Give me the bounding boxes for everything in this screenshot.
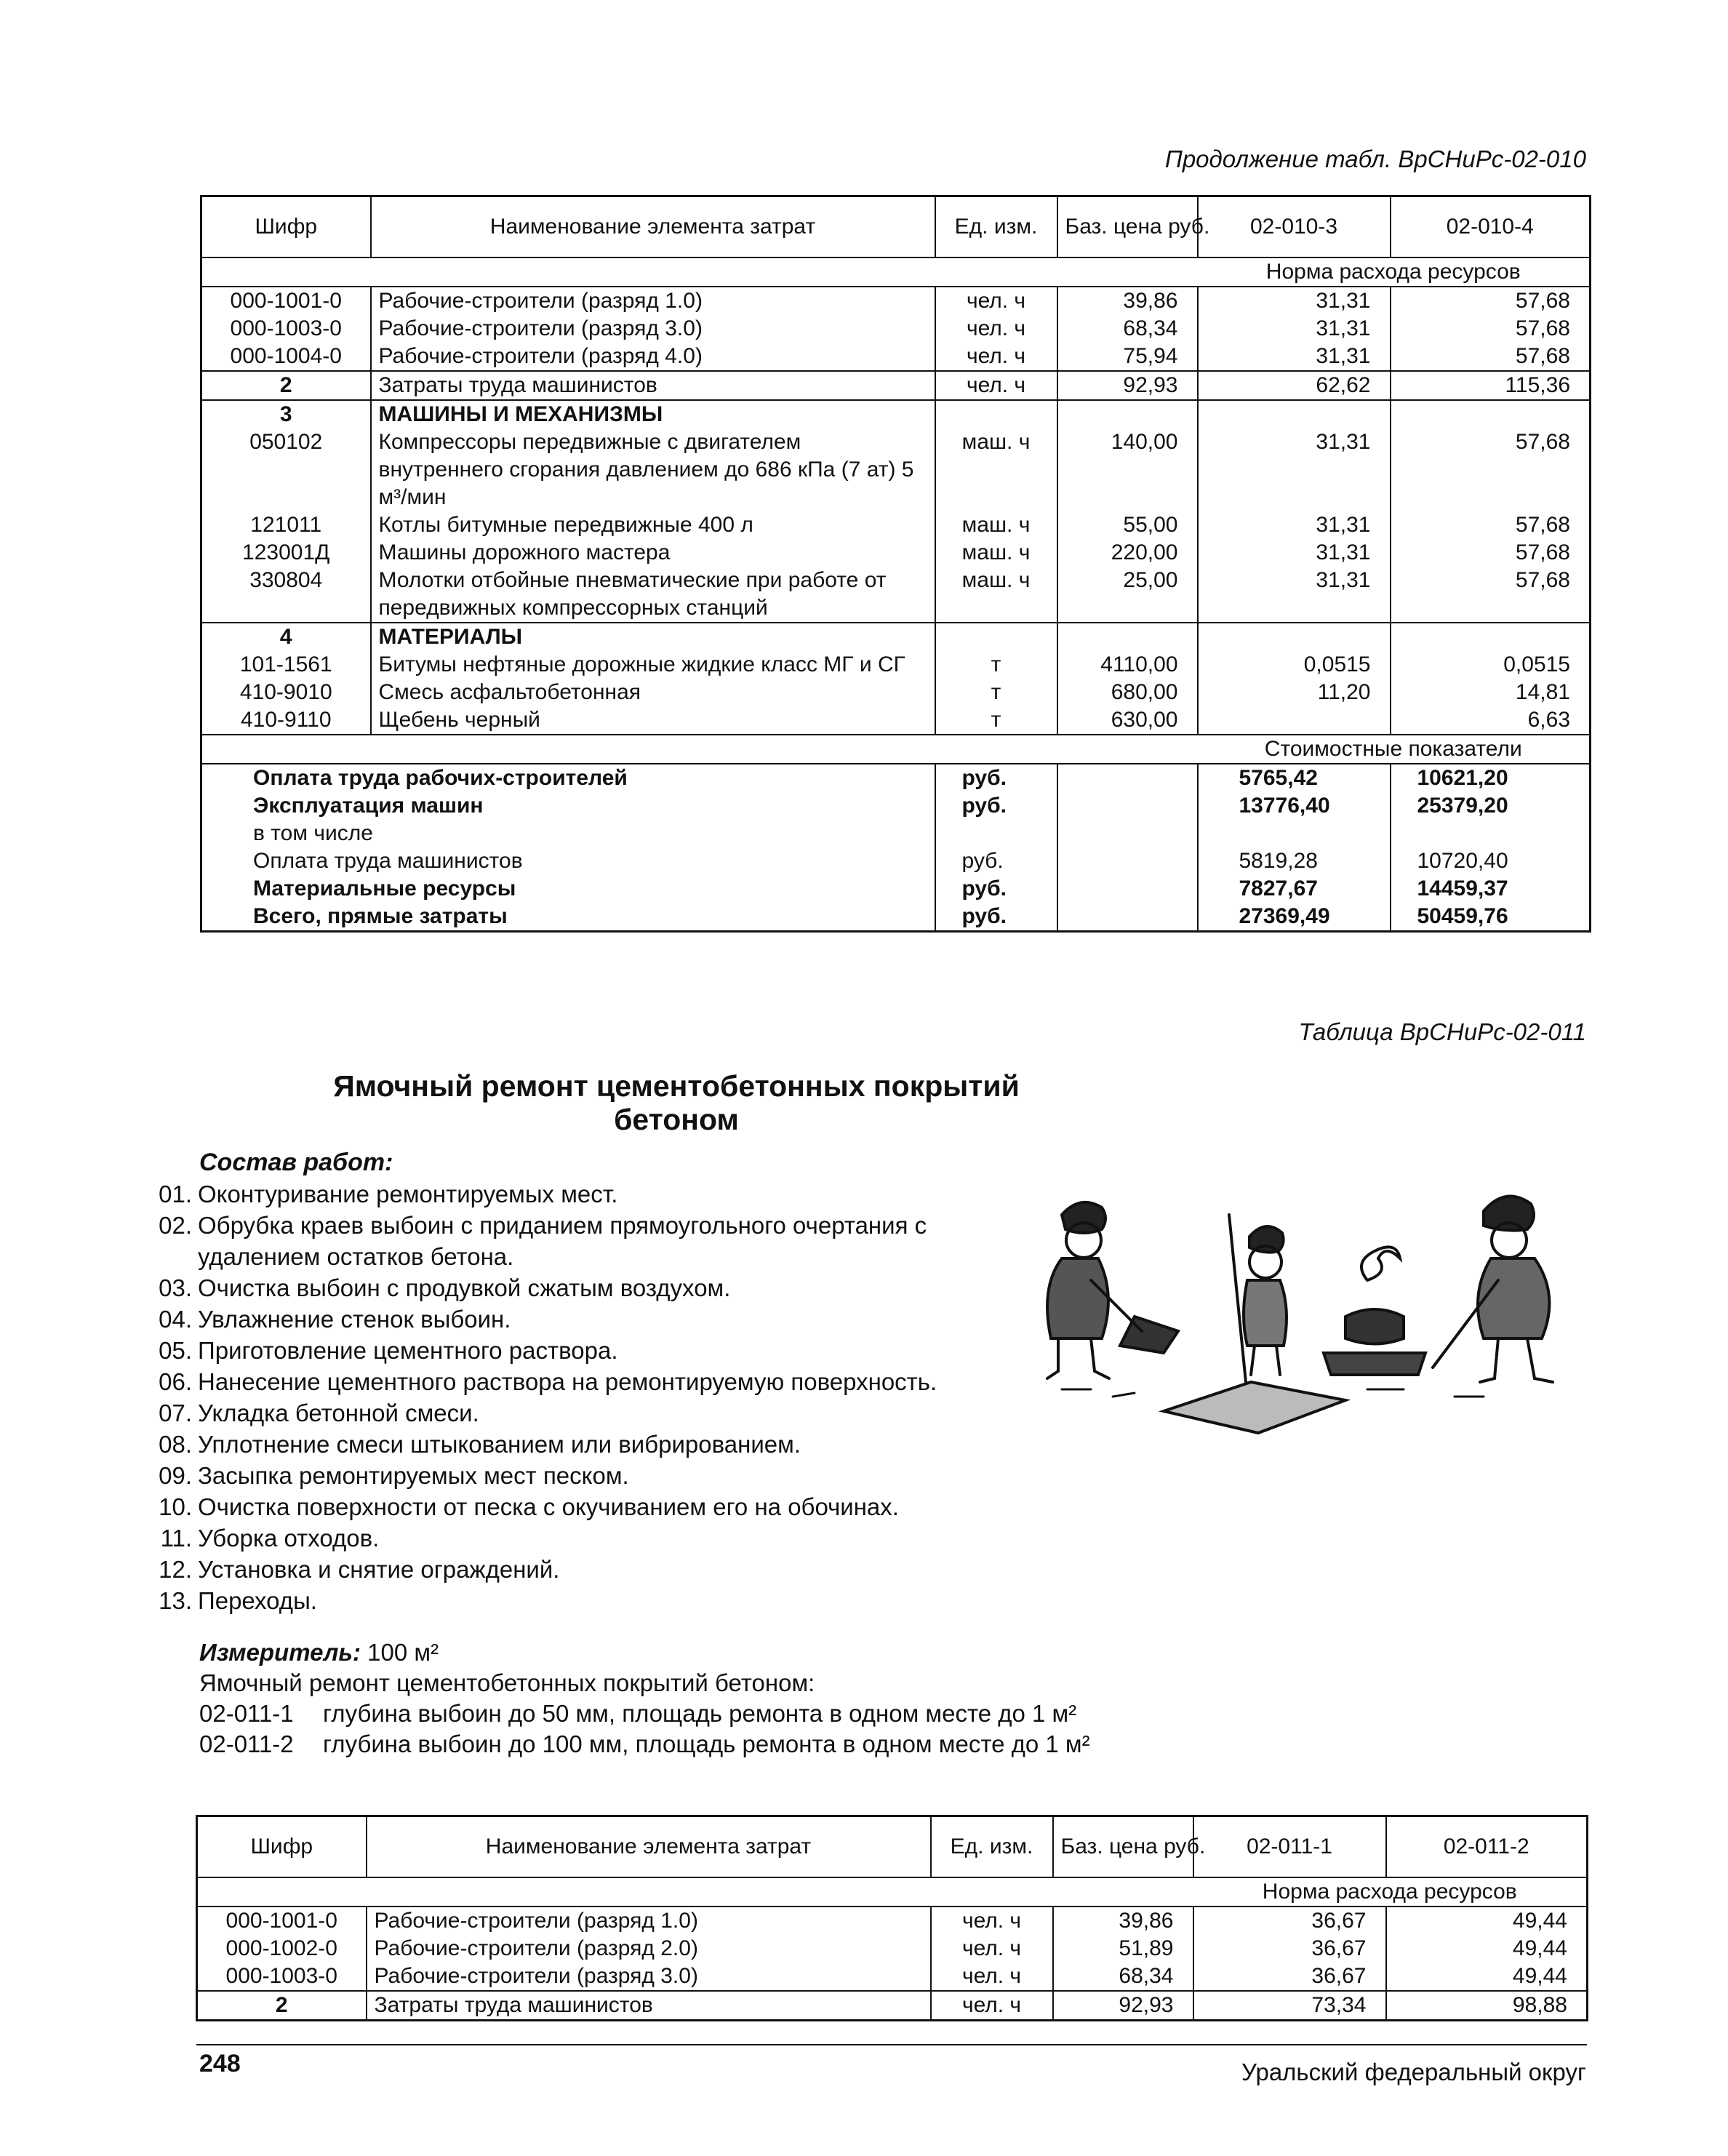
section-norm-label: Норма расхода ресурсов: [1193, 1877, 1588, 1907]
list-item: [145, 1178, 1062, 1210]
cost-unit: руб.: [935, 764, 1057, 792]
cost-name: Оплата труда машинистов: [253, 848, 523, 873]
row-code: 410-9010: [239, 679, 332, 704]
item-number: 06.: [159, 1368, 192, 1395]
item-text: Уборка отходов.: [198, 1525, 380, 1552]
worker-with-rammer-icon: [1164, 1215, 1345, 1433]
row-value-2: 57,68: [1391, 428, 1591, 511]
row-code: 410-9110: [201, 706, 371, 735]
row-value-2: 115,36: [1391, 371, 1591, 400]
section-norm-label: Норма расхода ресурсов: [1198, 257, 1591, 287]
header-col-2: 02-010-4: [1391, 196, 1591, 257]
row-unit: маш. ч: [935, 428, 1057, 511]
item-number: 10.: [159, 1493, 192, 1520]
item-text: Нанесение цементного раствора на ремонтируемую поверхность.: [198, 1368, 937, 1395]
cost-row: [201, 875, 1591, 903]
row-value-2: 0,0515: [1391, 651, 1591, 679]
table-continuation-caption: Продолжение табл. ВрСНиРс-02-010: [1164, 145, 1586, 172]
road-workers-illustration: [1018, 1171, 1593, 1440]
cost-row-total: [201, 903, 1591, 932]
row-unit: чел. ч: [935, 287, 1057, 315]
row-name: Битумы нефтяные дорожные жидкие класс МГ и СГ: [371, 651, 935, 679]
table-row-machinists: [197, 1991, 1588, 2021]
row-value-1: 36,67: [1193, 1963, 1386, 1991]
list-item: [145, 1429, 1062, 1460]
row-code: 101-1561: [239, 652, 332, 676]
row-unit: чел. ч: [931, 1963, 1053, 1991]
row-unit: маш. ч: [935, 511, 1057, 539]
meter-value: 100 м²: [367, 1639, 439, 1666]
row-unit: чел. ч: [931, 1907, 1053, 1935]
item-text: Установка и снятие ограждений.: [198, 1556, 560, 1583]
header-name: Наименование элемента затрат: [367, 1816, 931, 1877]
row-value-1: 31,31: [1198, 287, 1391, 315]
row-price: 140,00: [1057, 428, 1198, 511]
list-item: [145, 1585, 1062, 1616]
item-text: Оконтуривание ремонтируемых мест.: [198, 1181, 618, 1207]
row-price: 55,00: [1057, 511, 1198, 539]
table-caption: Таблица ВрСНиРс-02-011: [1298, 1018, 1586, 1045]
row-unit: т: [935, 706, 1057, 735]
header-col-1: 02-011-1: [1193, 1816, 1386, 1877]
cost-value-1: 5765,42: [1198, 764, 1391, 792]
item-text: Переходы.: [198, 1587, 317, 1614]
table-row: [197, 1907, 1588, 1935]
cost-row: [201, 847, 1591, 875]
group-name: МАШИНЫ И МЕХАНИЗМЫ: [371, 400, 935, 428]
cost-row: [201, 792, 1591, 820]
group-row-materials: [201, 623, 1591, 651]
item-number: 04.: [159, 1306, 192, 1333]
row-value-1: 0,0515: [1198, 651, 1391, 679]
worker-with-shovel-icon: [1047, 1202, 1178, 1378]
table-row: [201, 706, 1591, 735]
row-value-2: 14,81: [1391, 679, 1591, 706]
row-name: Молотки отбойные пневматические при работе от передвижных компрессорных станций: [371, 567, 935, 623]
row-price: 39,86: [1053, 1907, 1193, 1935]
cost-value-1: 7827,67: [1198, 875, 1391, 903]
row-name: Рабочие-строители (разряд 3.0): [371, 315, 935, 343]
table-row: [197, 1935, 1588, 1963]
table-row: [201, 539, 1591, 567]
row-code: 000-1001-0: [225, 1908, 337, 1933]
table-row-machinists: [201, 371, 1591, 400]
section-title-line-2: бетоном: [614, 1103, 739, 1136]
row-value-1: 73,34: [1193, 1991, 1386, 2021]
row-unit: чел. ч: [935, 343, 1057, 371]
group-row-machines: [201, 400, 1591, 428]
item-number: 12.: [159, 1556, 192, 1583]
row-name: Рабочие-строители (разряд 4.0): [371, 343, 935, 371]
row-name: Рабочие-строители (разряд 1.0): [371, 287, 935, 315]
row-name: Затраты труда машинистов: [371, 371, 935, 400]
cost-value-2: 10621,20: [1391, 764, 1591, 792]
header-price: Баз. цена руб.: [1057, 196, 1198, 257]
item-text: Обрубка краев выбоин с приданием прямоугольного очертания с удалением остатков бетона.: [198, 1212, 927, 1270]
row-unit: маш. ч: [935, 539, 1057, 567]
table-row: [201, 651, 1591, 679]
item-number: 01.: [159, 1181, 192, 1207]
group-name: МАТЕРИАЛЫ: [371, 623, 935, 651]
row-code: 000-1003-0: [225, 1963, 337, 1988]
section-cost-row: [201, 735, 1591, 764]
item-number: 11.: [160, 1525, 192, 1552]
header-unit: Ед. изм.: [931, 1816, 1053, 1877]
meter-line: [199, 1639, 439, 1666]
row-code: 330804: [201, 567, 371, 623]
item-text: Очистка выбоин с продувкой сжатым воздухом.: [198, 1274, 731, 1301]
item-text: Увлажнение стенок выбоин.: [198, 1306, 511, 1333]
list-item: [145, 1554, 1062, 1585]
item-text: Очистка поверхности от песка с окучиванием его на обочинах.: [198, 1493, 899, 1520]
row-value-2: 57,68: [1391, 567, 1591, 623]
row-value-2: 57,68: [1391, 539, 1591, 567]
row-unit: т: [935, 679, 1057, 706]
variant-text: глубина выбоин до 100 мм, площадь ремонта в одном месте до 1 м²: [323, 1730, 1090, 1757]
row-value-2: 57,68: [1391, 511, 1591, 539]
cost-name: Эксплуатация машин: [253, 793, 484, 818]
row-value-1: [1198, 706, 1391, 735]
row-value-1: 36,67: [1193, 1907, 1386, 1935]
row-price: 51,89: [1053, 1935, 1193, 1963]
cost-name: Материальные ресурсы: [253, 876, 516, 901]
row-value-1: 36,67: [1193, 1935, 1386, 1963]
table-header-row: [201, 196, 1591, 257]
variant-line: [199, 1730, 1363, 1758]
row-code: 050102: [249, 429, 323, 454]
cost-value-2: 14459,37: [1391, 875, 1591, 903]
worker-with-vibrator-icon: [1433, 1197, 1553, 1382]
footer-divider: [196, 2044, 1587, 2045]
variant-code: 02-011-2: [199, 1730, 294, 1757]
row-value-2: 57,68: [1391, 315, 1591, 343]
footer-region: Уральский федеральный округ: [1241, 2059, 1586, 2085]
cost-name: Всего, прямые затраты: [253, 903, 508, 928]
row-value-1: 62,62: [1198, 371, 1391, 400]
list-item: [145, 1522, 1062, 1554]
table-row: [201, 315, 1591, 343]
row-value-1: 31,31: [1198, 315, 1391, 343]
row-name: Рабочие-строители (разряд 3.0): [367, 1963, 931, 1991]
cost-name: Оплата труда рабочих-строителей: [253, 765, 628, 790]
item-number: 09.: [159, 1462, 192, 1489]
row-code: 000-1004-0: [230, 343, 342, 368]
row-value-1: 31,31: [1198, 343, 1391, 371]
row-value-1: 31,31: [1198, 428, 1391, 511]
row-code: 121011: [250, 512, 322, 537]
row-price: 92,93: [1053, 1991, 1193, 2021]
cost-value-2: 10720,40: [1391, 847, 1591, 875]
row-value-2: 49,44: [1386, 1963, 1588, 1991]
table-header-row: [197, 1816, 1588, 1877]
cost-value-2: 25379,20: [1391, 792, 1591, 820]
cost-unit: руб.: [935, 847, 1057, 875]
table-row: [201, 567, 1591, 623]
row-name: Щебень черный: [371, 706, 935, 735]
row-code: 000-1001-0: [230, 288, 342, 313]
item-number: 13.: [159, 1587, 192, 1614]
section-cost-label: Стоимостные показатели: [1198, 735, 1591, 764]
row-unit: т: [935, 651, 1057, 679]
variant-code: 02-011-1: [199, 1700, 294, 1727]
cost-unit: руб.: [935, 792, 1057, 820]
cost-value-2: 50459,76: [1391, 903, 1591, 932]
item-text: Засыпка ремонтируемых мест песком.: [198, 1462, 629, 1489]
header-code: Шифр: [201, 196, 371, 257]
cost-unit: руб.: [935, 903, 1057, 932]
cost-row: [201, 820, 1591, 847]
list-item: [145, 1303, 1062, 1335]
item-text: Уплотнение смеси штыкованием или вибрированием.: [198, 1431, 801, 1458]
row-name: Котлы битумные передвижные 400 л: [371, 511, 935, 539]
row-price: 680,00: [1057, 679, 1198, 706]
group-code: 4: [279, 624, 292, 649]
list-item: [145, 1397, 1062, 1429]
works-heading: Состав работ:: [199, 1149, 393, 1176]
row-price: 68,34: [1053, 1963, 1193, 1991]
row-value-1: 31,31: [1198, 539, 1391, 567]
row-value-2: 57,68: [1391, 287, 1591, 315]
row-value-1: 31,31: [1198, 567, 1391, 623]
row-name: Затраты труда машинистов: [367, 1991, 931, 2021]
row-value-2: 57,68: [1391, 343, 1591, 371]
variant-text: глубина выбоин до 50 мм, площадь ремонта в одном месте до 1 м²: [323, 1700, 1077, 1727]
row-price: 68,34: [1057, 315, 1198, 343]
header-col-2: 02-011-2: [1386, 1816, 1588, 1877]
meter-description: Ямочный ремонт цементобетонных покрытий бетоном:: [199, 1669, 815, 1696]
row-code: 2: [201, 371, 371, 400]
row-unit: чел. ч: [931, 1935, 1053, 1963]
list-item: [145, 1210, 991, 1272]
row-price: 75,94: [1057, 343, 1198, 371]
header-unit: Ед. изм.: [935, 196, 1057, 257]
cost-value-1: 5819,28: [1198, 847, 1391, 875]
header-col-1: 02-010-3: [1198, 196, 1391, 257]
header-code: Шифр: [197, 1816, 367, 1877]
row-code: 000-1002-0: [225, 1936, 337, 1960]
item-number: 03.: [159, 1274, 192, 1301]
group-code: 3: [279, 402, 292, 426]
item-text: Укладка бетонной смеси.: [198, 1400, 479, 1426]
item-text: Приготовление цементного раствора.: [198, 1337, 618, 1364]
row-code: 000-1003-0: [230, 316, 342, 340]
row-price: 4110,00: [1057, 651, 1198, 679]
section-title-line-1: Ямочный ремонт цементобетонных покрытий: [333, 1069, 1020, 1103]
resource-table-02-011: [196, 1815, 1588, 2021]
row-unit: маш. ч: [935, 567, 1057, 623]
row-name: Смесь асфальтобетонная: [371, 679, 935, 706]
row-value-1: 31,31: [1198, 511, 1391, 539]
row-code: 2: [197, 1991, 367, 2021]
resource-table-02-010: [200, 195, 1591, 933]
meter-label: Измеритель:: [199, 1639, 361, 1666]
table-row: [197, 1963, 1588, 1991]
list-item: [145, 1366, 991, 1397]
item-number: 07.: [159, 1400, 192, 1426]
row-price: 220,00: [1057, 539, 1198, 567]
header-price: Баз. цена руб.: [1053, 1816, 1193, 1877]
row-code: 123001Д: [242, 540, 330, 564]
row-price: 630,00: [1057, 706, 1198, 735]
list-item: [145, 1491, 1062, 1522]
list-item: [145, 1272, 1062, 1303]
table-row: [201, 343, 1591, 371]
page-number: 248: [199, 2050, 241, 2077]
row-value-2: 49,44: [1386, 1935, 1588, 1963]
cost-name: в том числе: [253, 821, 373, 845]
table-row: [201, 511, 1591, 539]
hot-bitumen-pot-icon: [1324, 1247, 1425, 1375]
cost-value-1: 13776,40: [1198, 792, 1391, 820]
row-name: Компрессоры передвижные с двигателем внутреннего сгорания давлением до 686 кПа (7 ат) 5 м³/мин: [371, 428, 935, 511]
row-unit: чел. ч: [931, 1991, 1053, 2021]
cost-value-1: 27369,49: [1198, 903, 1391, 932]
list-item: [145, 1460, 1062, 1491]
row-value-1: 11,20: [1198, 679, 1391, 706]
row-price: 92,93: [1057, 371, 1198, 400]
section-norm-row: [201, 257, 1591, 287]
row-name: Рабочие-строители (разряд 2.0): [367, 1935, 931, 1963]
cost-row: [201, 764, 1591, 792]
list-item: [145, 1335, 1062, 1366]
row-value-2: 98,88: [1386, 1991, 1588, 2021]
cost-unit: руб.: [935, 875, 1057, 903]
section-title: [196, 1069, 1156, 1136]
table-row: [201, 287, 1591, 315]
row-unit: чел. ч: [935, 371, 1057, 400]
row-price: 25,00: [1057, 567, 1198, 623]
works-list: [145, 1178, 1062, 1616]
header-name: Наименование элемента затрат: [371, 196, 935, 257]
variant-line: [199, 1700, 1363, 1728]
row-name: Рабочие-строители (разряд 1.0): [367, 1907, 931, 1935]
section-norm-row: [197, 1877, 1588, 1907]
table-row: [201, 428, 1591, 511]
table-row: [201, 679, 1591, 706]
item-number: 02.: [159, 1212, 192, 1239]
row-unit: чел. ч: [935, 315, 1057, 343]
row-name: Машины дорожного мастера: [371, 539, 935, 567]
item-number: 08.: [159, 1431, 192, 1458]
row-price: 39,86: [1057, 287, 1198, 315]
item-number: 05.: [159, 1337, 192, 1364]
row-value-2: 6,63: [1391, 706, 1591, 735]
row-value-2: 49,44: [1386, 1907, 1588, 1935]
